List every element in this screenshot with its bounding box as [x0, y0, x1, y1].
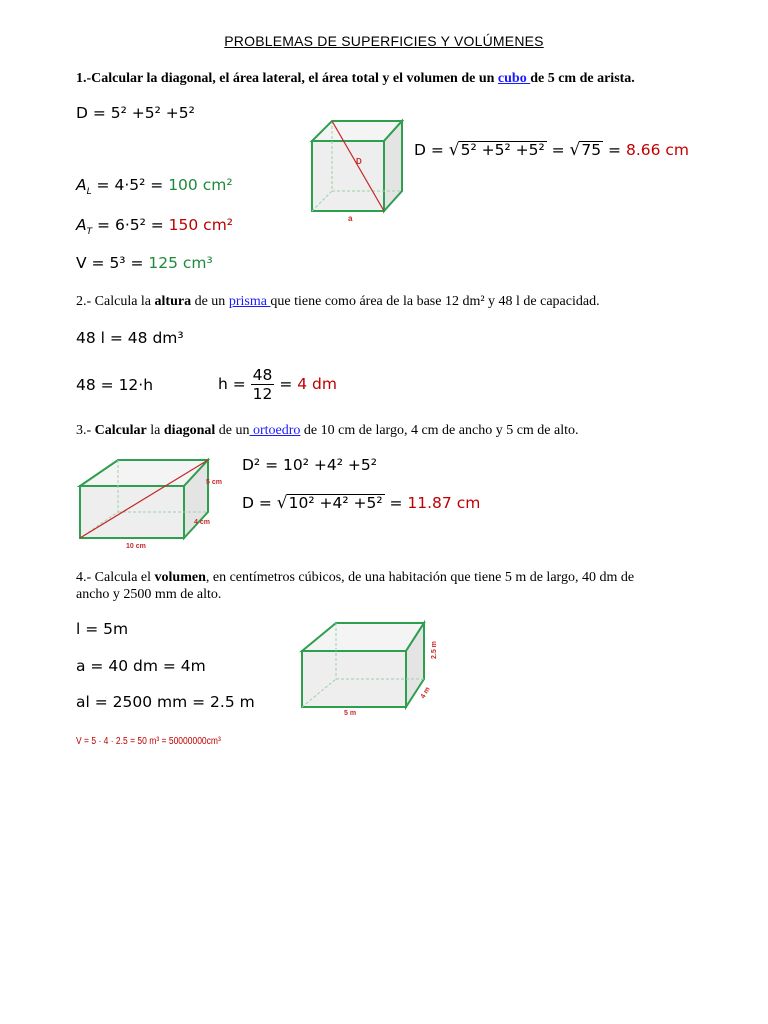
p2-h-eq: =: [274, 375, 298, 393]
cube-label-a: a: [348, 214, 353, 223]
p3-diagonal-squared: D² = 10² +4² +5²: [242, 456, 377, 474]
problem-3-text-b: la: [146, 423, 164, 438]
cuboid-label-length: 10 cm: [126, 543, 146, 550]
p1-diag-lhs: D =: [414, 141, 449, 159]
prisma-link[interactable]: prisma: [228, 294, 271, 309]
p1-lateral-area: $A_L = 4\cdot 5^2 = 100$ cm²: [76, 176, 233, 197]
p3-d-radicand: 10² +4² +5²: [288, 494, 383, 512]
problem-2-text: 2.- Calcula la: [76, 294, 155, 309]
p4-length: l = 5m: [76, 620, 129, 638]
problem-1-text-end: de 5 cm de arista.: [530, 71, 635, 86]
problem-4-statement: [76, 570, 634, 586]
p1-volume: [76, 254, 213, 272]
p3-d-value: 11.87 cm: [407, 494, 481, 512]
room-label-depth: 4 m: [419, 686, 432, 700]
p1-v-value: 125 cm³: [148, 254, 213, 272]
p2-h-value: 4 dm: [297, 375, 337, 393]
room-label-length: 5 m: [344, 710, 357, 717]
problem-4-bold: volumen: [154, 570, 206, 585]
problem-2-statement: [76, 294, 600, 310]
sqrt-symbol-2: √: [569, 140, 581, 160]
problem-4-text-b: , en centímetros cúbicos, de una habitación que tiene 5 m de largo, 40 dm de: [205, 570, 635, 585]
problem-3-text-d: de 10 cm de largo, 4 cm de ancho y 5 cm de alto.: [300, 423, 579, 438]
room-figure: [296, 615, 446, 719]
sqrt-symbol-3: √: [276, 493, 288, 513]
room-top-face: [302, 623, 424, 651]
p1-al-value: 100 cm²: [168, 176, 233, 194]
problem-3-text-c: de un: [215, 423, 250, 438]
p3-d-eq: =: [384, 494, 408, 512]
problem-3-bold-1: Calcular: [94, 423, 147, 438]
problem-2-text-c: que tiene como área de la base 12 dm² y 48 l de capacidad.: [270, 294, 600, 309]
ortoedro-link[interactable]: ortoedro: [249, 423, 301, 438]
p1-diagonal-sum: D = 5² +5² +5²: [76, 104, 195, 122]
p2-conversion: 48 l = 48 dm³: [76, 329, 184, 347]
problem-3-text: 3.-: [76, 423, 95, 438]
p1-v-expr: V = 5³ =: [76, 254, 149, 272]
p3-d-lhs: D =: [242, 494, 277, 512]
p4-height: al = 2500 mm = 2.5 m: [76, 693, 255, 711]
p4-volume: V = 5 · 4 · 2.5 = 50 m³ = 50000000cm³: [76, 736, 221, 747]
cuboid-label-depth: 4 cm: [194, 519, 210, 526]
problem-2-bold: altura: [154, 294, 192, 309]
room-label-height: 2.5 m: [431, 641, 438, 659]
p1-total-area: $A_T = 6\cdot 5^2 = 150$ cm²: [76, 216, 234, 237]
p1-diag-value: 8.66 cm: [625, 141, 690, 159]
problem-4-text: 4.- Calcula el: [76, 570, 155, 585]
cuboid-label-height: 5 cm: [206, 479, 222, 486]
p1-diag-radicand-2: 75: [581, 141, 602, 159]
sqrt-symbol: √: [448, 140, 460, 160]
problem-3-bold-2: diagonal: [163, 423, 216, 438]
p1-at-expr: 6·5² =: [114, 216, 169, 234]
p1-al-expr: 4·5² =: [114, 176, 169, 194]
p2-h-lhs: h =: [218, 375, 251, 393]
p1-diag-radicand: 5² +5² +5²: [460, 141, 545, 159]
p1-diag-eq: =: [546, 141, 570, 159]
p3-diagonal-result: [242, 493, 480, 513]
p1-diagonal-result: [414, 140, 689, 160]
problem-2-text-b: de un: [191, 294, 229, 309]
page-title: PROBLEMAS DE SUPERFICIES Y VOLÚMENES: [224, 33, 544, 49]
p2-fraction: [251, 366, 275, 403]
p4-width: a = 40 dm = 4m: [76, 657, 206, 675]
p1-diag-eq-2: =: [603, 141, 626, 159]
p1-at-value: 150 cm²: [168, 216, 234, 234]
cube-label-d: D: [356, 157, 362, 166]
problem-1-text: 1.-Calcular la diagonal, el área lateral, el área total y el volumen de un: [76, 71, 498, 86]
p2-denominator: 12: [252, 385, 273, 403]
cuboid-figure: [74, 452, 244, 552]
problem-1-statement: [76, 71, 635, 87]
p2-height-result: [218, 366, 337, 403]
problem-4-statement-line-2: ancho y 2500 mm de alto.: [76, 587, 222, 602]
problem-3-statement: [76, 423, 579, 439]
cubo-link[interactable]: cubo: [497, 71, 531, 86]
cube-figure: [300, 115, 410, 225]
p2-numerator: 48: [252, 366, 273, 384]
p2-equation: 48 = 12·h: [76, 376, 154, 394]
